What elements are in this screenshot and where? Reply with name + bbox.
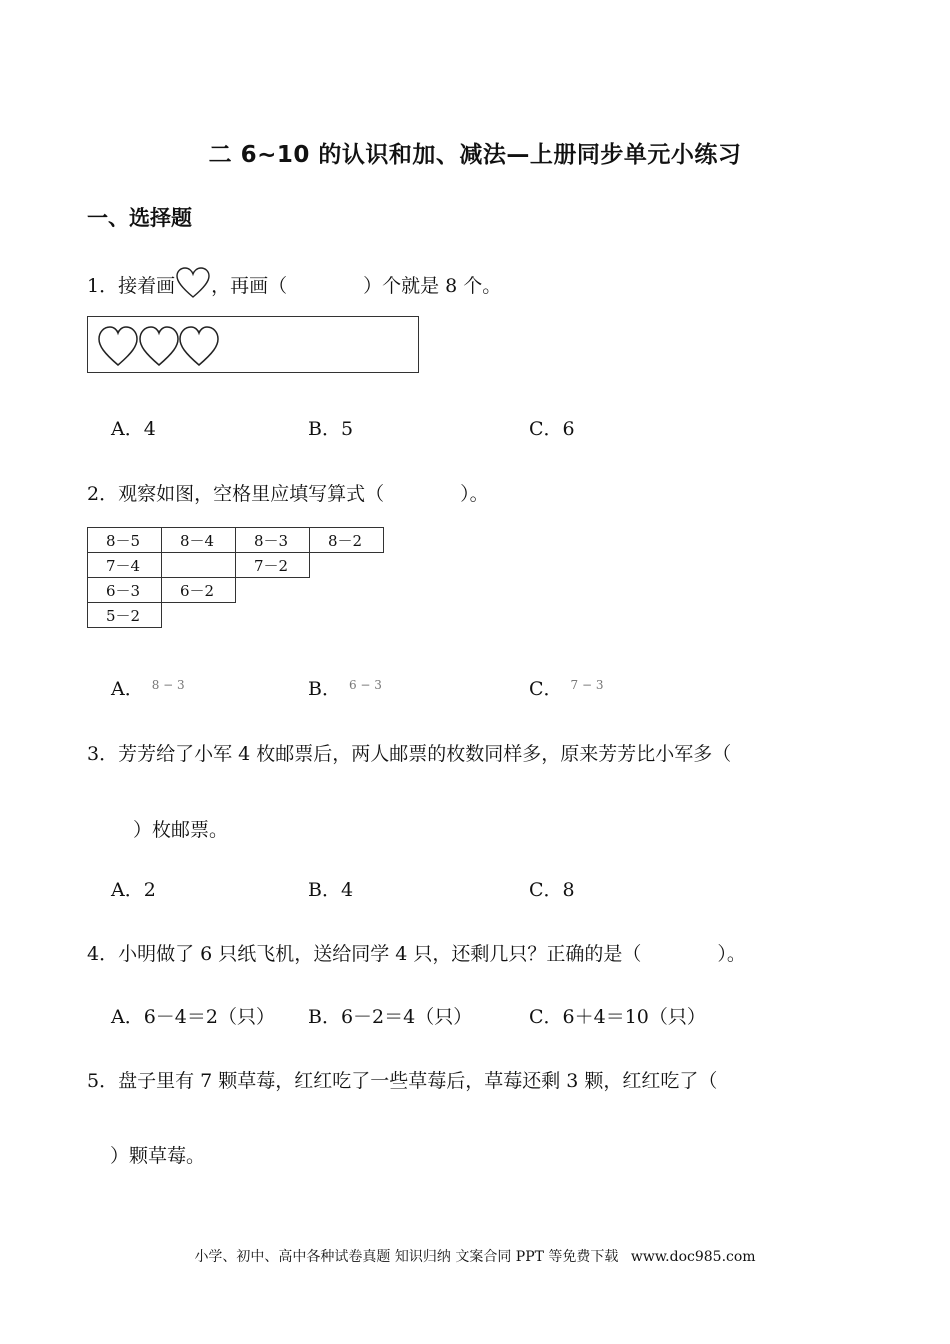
table-cell: 8－4 [162, 528, 236, 553]
table-cell: 8－3 [236, 528, 310, 553]
heart-icon [140, 327, 178, 365]
blank-cell [162, 553, 236, 578]
page-title: 二 6~10 的认识和加、减法—上册同步单元小练习 [208, 142, 742, 168]
footer-text: 小学、初中、高中各种试卷真题 知识归纳 文案合同 PPT 等免费下载 [194, 1249, 619, 1265]
heart-icon [99, 327, 137, 365]
question-1 [87, 266, 501, 305]
table-cell: 6－3 [88, 578, 162, 603]
q4-option-a[interactable]: A．6－4＝2（只） [111, 1006, 275, 1028]
q2-option-c[interactable] [529, 674, 604, 701]
q4-option-b[interactable]: B．6－2＝4（只） [308, 1006, 473, 1028]
q2-option-c-expr: 7 − 3 [570, 678, 604, 692]
footer-link[interactable]: www.doc985.com [630, 1249, 756, 1265]
heart-icon [175, 266, 211, 305]
hearts-group [98, 325, 228, 369]
table-cell: 8－5 [88, 528, 162, 553]
section-heading: 一、选择题 [87, 206, 192, 230]
table-cell: 6－2 [162, 578, 236, 603]
question-3-line1: 3．芳芳给了小军 4 枚邮票后，两人邮票的枚数同样多，原来芳芳比小军多（ [87, 743, 732, 765]
q2-option-c-label: C． [529, 678, 563, 700]
table-cell: 7－2 [236, 553, 310, 578]
question-5-line2: ）颗草莓。 [110, 1145, 206, 1167]
q1-option-b[interactable]: B．5 [308, 418, 354, 440]
heart-icon [180, 327, 218, 365]
q3-option-b[interactable]: B．4 [308, 879, 354, 901]
q2-option-a-label: A． [111, 678, 144, 700]
q1-option-c[interactable]: C．6 [529, 418, 575, 440]
table-cell: 8－2 [310, 528, 384, 553]
question-2: 2．观察如图，空格里应填写算式（ ）。 [87, 483, 489, 505]
q2-option-b-expr: 6 − 3 [348, 678, 382, 692]
q4-option-c[interactable]: C．6＋4＝10（只） [529, 1006, 706, 1028]
table-cell: 5－2 [88, 603, 162, 628]
q3-option-c[interactable]: C．8 [529, 879, 575, 901]
question-5-line1: 5．盘子里有 7 颗草莓，红红吃了一些草莓后，草莓还剩 3 颗，红红吃了（ [87, 1070, 718, 1092]
question-4: 4．小明做了 6 只纸飞机，送给同学 4 只，还剩几只？正确的是（ ）。 [87, 943, 746, 965]
table-cell: 7－4 [88, 553, 162, 578]
q2-option-b-label: B． [308, 678, 341, 700]
q2-option-a-expr: 8 − 3 [151, 678, 185, 692]
q2-option-b[interactable] [308, 674, 382, 701]
subtraction-table [87, 527, 384, 628]
q3-option-a[interactable]: A．2 [111, 879, 156, 901]
hearts-box [87, 316, 419, 373]
q1-option-a[interactable]: A．4 [111, 418, 156, 440]
page-footer [0, 1246, 950, 1266]
q1-text-before: 1．接着画 [87, 275, 176, 297]
q1-text-after: ，再画（ ）个就是 8 个。 [211, 275, 502, 297]
question-3-line2: ）枚邮票。 [133, 819, 229, 841]
q2-option-a[interactable] [111, 674, 185, 701]
